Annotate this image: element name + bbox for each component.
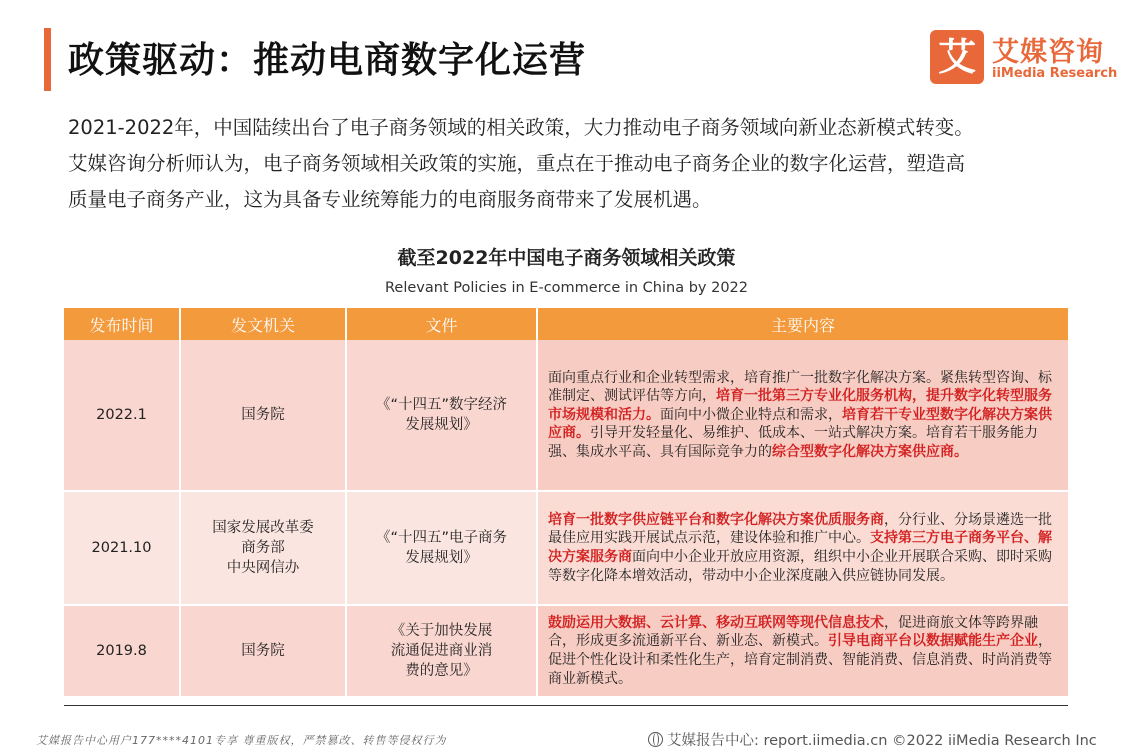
table-row (64, 491, 1068, 605)
footer-copyright-notice: 艾媒报告中心用户177****4101专享 尊重版权，严禁篡改、转售等侵权行为 (36, 734, 447, 747)
table-row (64, 340, 1068, 491)
table-header-row (64, 308, 1068, 340)
intro-line: 2021-2022年，中国陆续出台了电子商务领域的相关政策，大力推动电子商务领域向新业态新模式转变。 (68, 116, 974, 139)
header-agency: 发文机关 (180, 308, 346, 340)
content-text: 引导开发轻量化、易维护、低成本、一站式解决方案。培育若干服务能力强、集成水平高、具有国际竞争力的 (548, 425, 1038, 460)
page-title: 政策驱动：推动电商数字化运营 (68, 40, 587, 81)
document-line: 费的意见》 (405, 663, 478, 679)
footer-source (648, 729, 1097, 750)
agency-line: 中央网信办 (226, 560, 300, 576)
logo-en-text: iiMedia Research (992, 66, 1118, 81)
cell-document (346, 340, 537, 491)
highlighted-text: 培育一批数字供应链平台和数字化解决方案优质服务商 (548, 511, 884, 528)
cell-content (537, 491, 1068, 605)
content-text: 面向中小微企业特点和需求， (660, 406, 842, 423)
cell-agency (180, 605, 346, 697)
cell-content (537, 605, 1068, 697)
intro-paragraph (68, 110, 1068, 218)
table-title: 截至2022年中国电子商务领域相关政策 (397, 247, 736, 269)
document-line: 《“十四五”电子商务 (375, 530, 508, 546)
globe-icon (648, 732, 663, 747)
document-line: 《“十四五”数字经济 (375, 397, 508, 413)
cell-date: 2021.10 (64, 491, 180, 605)
highlighted-text: 支持第三方电子商务平台、解决方案服务商 (548, 530, 1052, 565)
title-accent-bar (44, 28, 51, 91)
document-line: 流通促进商业消 (390, 643, 493, 659)
intro-line: 质量电子商务产业，这为具备专业统筹能力的电商服务商带来了发展机遇。 (68, 188, 712, 211)
agency-line: 国务院 (241, 643, 285, 659)
table-bottom-rule (64, 705, 1068, 706)
content-text: 面向重点行业和企业转型需求，培育推广一批数字化解决方案。紧焦转型咨询、标准制定、测试评估等方向， (548, 369, 1052, 405)
cell-content (537, 340, 1068, 491)
table-row (64, 605, 1068, 697)
logo-mark-icon: 艾 (930, 30, 984, 84)
intro-line: 艾媒咨询分析师认为，电子商务领域相关政策的实施，重点在于推动电子商务企业的数字化运营，塑造高 (68, 152, 966, 175)
agency-line: 国务院 (241, 407, 285, 423)
content-text: ，促进个性化设计和柔性化生产，培育定制消费、智能消费、信息消费、时尚消费等商业新模式。 (548, 633, 1052, 687)
iimedia-logo (930, 30, 1120, 86)
highlighted-text: 鼓励运用大数据、云计算、移动互联网等现代信息技术 (548, 614, 884, 631)
logo-cn-text: 艾媒咨询 (992, 37, 1104, 68)
agency-line: 国家发展改革委 (212, 520, 314, 536)
header-content: 主要内容 (537, 308, 1068, 340)
highlighted-text: 引导电商平台以数据赋能生产企业 (828, 633, 1038, 650)
table-subtitle: Relevant Policies in E-commerce in China by 2022 (384, 280, 749, 296)
document-line: 发展规划》 (405, 417, 478, 433)
highlighted-text: 培育一批第三方专业化服务机构，提升数字化转型服务市场规模和活力。 (548, 388, 1052, 423)
cell-date: 2019.8 (64, 605, 180, 697)
policy-table (64, 308, 1068, 698)
document-line: 《关于加快发展 (390, 623, 493, 639)
content-text: ，分行业、分场景遴选一批最佳应用实践开展试点示范，建设体验和推广中心。 (548, 511, 1052, 547)
highlighted-text: 培育若干专业型数字化解决方案供应商。 (548, 406, 1052, 442)
cell-agency (180, 340, 346, 491)
content-text: ，促进商旅文体等跨界融合，形成更多流通新平台、新业态、新模式。 (548, 614, 1038, 650)
content-text: 面向中小企业开放应用资源，组织中小企业开展联合采购、即时采购等数字化降本增效活动，带动中小企业深度融入供应链协同发展。 (548, 549, 1052, 584)
footer-source-text: 艾媒报告中心: report.iimedia.cn ©2022 iiMedia Research Inc (667, 733, 1097, 749)
cell-document (346, 491, 537, 605)
agency-line: 商务部 (241, 540, 285, 556)
header-document: 文件 (346, 308, 537, 340)
cell-document (346, 605, 537, 697)
cell-agency (180, 491, 346, 605)
highlighted-text: 综合型数字化解决方案供应商。 (772, 443, 968, 460)
header-date: 发布时间 (64, 308, 180, 340)
cell-date: 2022.1 (64, 340, 180, 491)
document-line: 发展规划》 (405, 550, 478, 566)
